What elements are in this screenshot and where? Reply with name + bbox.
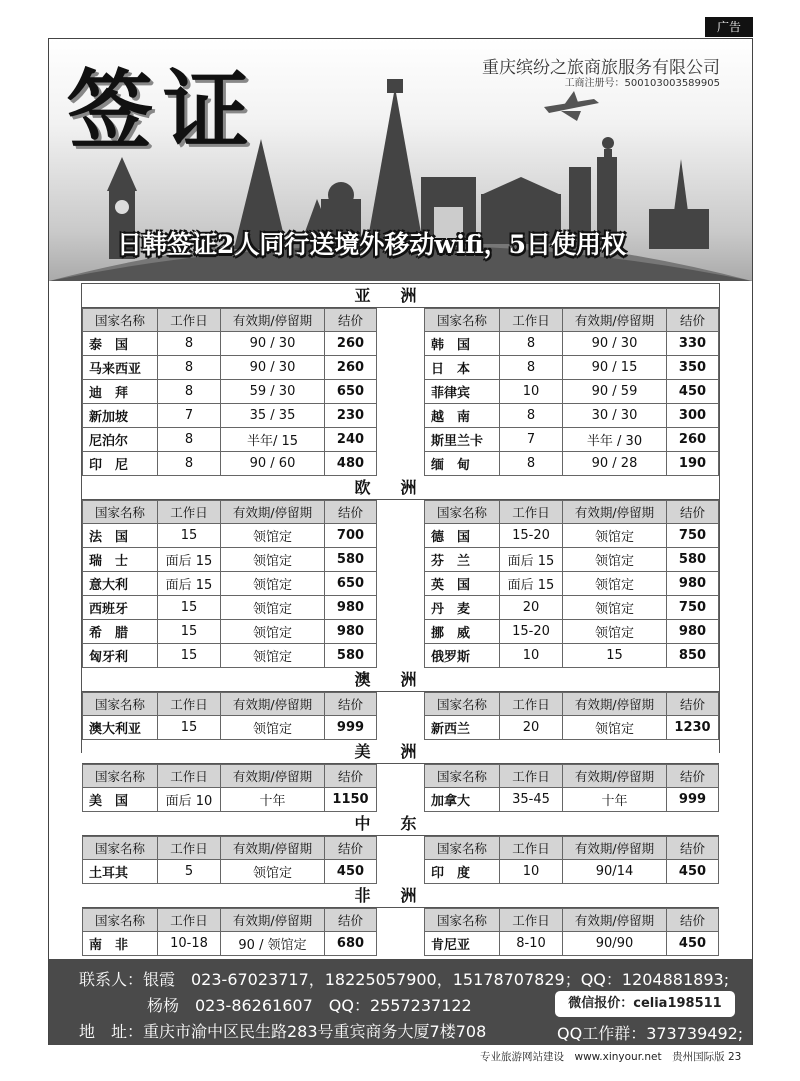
table-row: [82, 716, 377, 740]
column-header: 国家名称: [82, 501, 158, 523]
column-header: 有效期/停留期: [563, 693, 667, 715]
price-table-left: [82, 308, 377, 476]
working-days: 8: [500, 356, 563, 379]
column-header: 结价: [325, 693, 377, 715]
country-name: 德 国: [424, 524, 500, 547]
price: 330: [667, 332, 719, 355]
price: 260: [667, 428, 719, 451]
table-row: [82, 380, 377, 404]
column-header: 工作日: [500, 309, 563, 331]
country-name: 新西兰: [424, 716, 500, 739]
table-row: [424, 428, 719, 452]
country-name: 挪 威: [424, 620, 500, 643]
table-header-row: [424, 908, 719, 932]
country-name: 南 非: [82, 932, 158, 955]
price-table-right: [424, 764, 719, 812]
country-name: 美 国: [82, 788, 158, 811]
price: 1150: [325, 788, 377, 811]
validity-stay: 领馆定: [563, 716, 667, 739]
country-name: 俄罗斯: [424, 644, 500, 667]
column-header: 结价: [667, 765, 719, 787]
region-name: 亚洲: [354, 286, 447, 305]
column-header: 结价: [325, 837, 377, 859]
table-header-row: [82, 692, 377, 716]
region-header: [82, 668, 719, 692]
working-days: 7: [500, 428, 563, 451]
table-header-row: [82, 308, 377, 332]
table-row: [82, 932, 377, 956]
working-days: 面后 10: [158, 788, 221, 811]
country-name: 泰 国: [82, 332, 158, 355]
country-name: 希 腊: [82, 620, 158, 643]
price: 650: [325, 572, 377, 595]
table-row: [82, 452, 377, 476]
working-days: 8-10: [500, 932, 563, 955]
column-header: 工作日: [158, 837, 221, 859]
validity-stay: 30 / 30: [563, 404, 667, 427]
validity-stay: 领馆定: [221, 620, 325, 643]
column-header: 工作日: [500, 765, 563, 787]
column-header: 结价: [667, 693, 719, 715]
table-row: [424, 860, 719, 884]
price-table-right: [424, 908, 719, 956]
validity-stay: 十年: [563, 788, 667, 811]
column-header: 结价: [667, 909, 719, 931]
validity-stay: 90 / 30: [221, 332, 325, 355]
working-days: 8: [500, 332, 563, 355]
validity-stay: 领馆定: [563, 596, 667, 619]
column-header: 工作日: [158, 693, 221, 715]
price-table-right: [424, 692, 719, 740]
working-days: 面后 15: [158, 548, 221, 571]
price: 480: [325, 452, 377, 475]
validity-stay: 领馆定: [563, 524, 667, 547]
column-header: 国家名称: [424, 693, 500, 715]
price: 750: [667, 524, 719, 547]
validity-stay: 领馆定: [221, 644, 325, 667]
column-header: 国家名称: [424, 309, 500, 331]
price: 450: [667, 860, 719, 883]
column-header: 结价: [325, 765, 377, 787]
country-name: 瑞 士: [82, 548, 158, 571]
qq-group: QQ工作群：373739492;: [557, 1024, 744, 1043]
working-days: 8: [158, 452, 221, 475]
region-header: [82, 284, 719, 308]
table-row: [82, 332, 377, 356]
price-table-left: [82, 908, 377, 956]
working-days: 8: [158, 428, 221, 451]
table-header-row: [82, 500, 377, 524]
country-name: 土耳其: [82, 860, 158, 883]
country-name: 菲律宾: [424, 380, 500, 403]
price: 450: [325, 860, 377, 883]
table-header-row: [424, 764, 719, 788]
contact-line-1: 联系人：银霞 023-67023717，18225057900，15178707829；QQ：1204881893;: [79, 970, 730, 989]
registration-number: 工商注册号：500103003589905: [564, 78, 720, 89]
country-name: 芬 兰: [424, 548, 500, 571]
column-header: 结价: [667, 309, 719, 331]
validity-stay: 十年: [221, 788, 325, 811]
validity-stay: 领馆定: [221, 596, 325, 619]
validity-stay: 90 / 60: [221, 452, 325, 475]
price: 750: [667, 596, 719, 619]
region-name: 非洲: [354, 886, 447, 905]
validity-stay: 领馆定: [563, 572, 667, 595]
column-header: 结价: [667, 501, 719, 523]
column-header: 工作日: [500, 501, 563, 523]
price: 230: [325, 404, 377, 427]
table-row: [424, 932, 719, 956]
country-name: 越 南: [424, 404, 500, 427]
column-header: 工作日: [500, 693, 563, 715]
country-name: 印 尼: [82, 452, 158, 475]
working-days: 8: [158, 380, 221, 403]
table-row: [424, 524, 719, 548]
column-header: 有效期/停留期: [563, 909, 667, 931]
validity-stay: 90 / 15: [563, 356, 667, 379]
table-row: [424, 548, 719, 572]
column-header: 国家名称: [424, 501, 500, 523]
working-days: 10: [500, 860, 563, 883]
working-days: 15: [158, 524, 221, 547]
validity-stay: 领馆定: [563, 548, 667, 571]
table-row: [82, 788, 377, 812]
validity-stay: 90/14: [563, 860, 667, 883]
column-header: 工作日: [500, 909, 563, 931]
price: 980: [325, 620, 377, 643]
working-days: 15: [158, 716, 221, 739]
promo-slogan: 日韩签证2人同行送境外移动wifi，5日使用权: [117, 230, 626, 259]
price: 580: [325, 644, 377, 667]
price-table-right: [424, 836, 719, 884]
working-days: 15: [158, 620, 221, 643]
visa-advertisement: [48, 38, 753, 1045]
region-name: 美洲: [354, 742, 447, 761]
table-row: [82, 524, 377, 548]
country-name: 丹 麦: [424, 596, 500, 619]
column-header: 国家名称: [82, 309, 158, 331]
country-name: 马来西亚: [82, 356, 158, 379]
price: 650: [325, 380, 377, 403]
price: 580: [325, 548, 377, 571]
country-name: 韩 国: [424, 332, 500, 355]
price: 680: [325, 932, 377, 955]
table-row: [424, 596, 719, 620]
visa-price-table: [81, 283, 720, 953]
region-header: [82, 476, 719, 500]
column-header: 结价: [325, 501, 377, 523]
column-header: 有效期/停留期: [221, 309, 325, 331]
page-footer: 专业旅游网站建设 www.xinyour.net 贵州国际版 23: [480, 1051, 742, 1063]
price: 240: [325, 428, 377, 451]
region-name: 欧洲: [354, 478, 447, 497]
validity-stay: 90 / 28: [563, 452, 667, 475]
wechat-badge: 微信报价：celia198511: [555, 991, 735, 1017]
country-name: 加拿大: [424, 788, 500, 811]
price: 300: [667, 404, 719, 427]
price-table-left: [82, 692, 377, 740]
country-name: 新加坡: [82, 404, 158, 427]
working-days: 8: [158, 332, 221, 355]
table-row: [82, 428, 377, 452]
column-header: 有效期/停留期: [563, 309, 667, 331]
country-name: 缅 甸: [424, 452, 500, 475]
table-row: [424, 380, 719, 404]
country-name: 日 本: [424, 356, 500, 379]
table-row: [424, 356, 719, 380]
region-name: 澳洲: [354, 670, 447, 689]
price-table-left: [82, 500, 377, 668]
validity-stay: 90/90: [563, 932, 667, 955]
table-row: [424, 716, 719, 740]
country-name: 西班牙: [82, 596, 158, 619]
column-header: 国家名称: [82, 765, 158, 787]
column-header: 国家名称: [82, 837, 158, 859]
ad-label: 广告: [705, 17, 753, 37]
validity-stay: 59 / 30: [221, 380, 325, 403]
validity-stay: 15: [563, 644, 667, 667]
table-row: [82, 548, 377, 572]
column-header: 国家名称: [82, 909, 158, 931]
column-header: 有效期/停留期: [563, 501, 667, 523]
column-header: 国家名称: [424, 909, 500, 931]
column-header: 有效期/停留期: [221, 501, 325, 523]
price: 980: [325, 596, 377, 619]
country-name: 肯尼亚: [424, 932, 500, 955]
price: 450: [667, 932, 719, 955]
price: 1230: [667, 716, 719, 739]
working-days: 10: [500, 380, 563, 403]
country-name: 法 国: [82, 524, 158, 547]
working-days: 面后 15: [158, 572, 221, 595]
validity-stay: 90 / 30: [563, 332, 667, 355]
price: 350: [667, 356, 719, 379]
column-header: 工作日: [158, 309, 221, 331]
region-header: [82, 884, 719, 908]
company-name: 重庆缤纷之旅商旅服务有限公司: [482, 58, 720, 78]
contact-footer: [49, 959, 752, 1045]
table-row: [424, 452, 719, 476]
working-days: 面后 15: [500, 548, 563, 571]
working-days: 15-20: [500, 620, 563, 643]
table-row: [82, 620, 377, 644]
price-table-right: [424, 500, 719, 668]
working-days: 8: [500, 404, 563, 427]
column-header: 国家名称: [82, 693, 158, 715]
table-row: [82, 572, 377, 596]
price: 260: [325, 332, 377, 355]
validity-stay: 半年/ 15: [221, 428, 325, 451]
page-title: 签证: [67, 60, 259, 161]
country-name: 意大利: [82, 572, 158, 595]
country-name: 迪 拜: [82, 380, 158, 403]
validity-stay: 领馆定: [563, 620, 667, 643]
validity-stay: 90 / 领馆定: [221, 932, 325, 955]
column-header: 工作日: [158, 765, 221, 787]
working-days: 8: [500, 452, 563, 475]
validity-stay: 领馆定: [221, 524, 325, 547]
price: 700: [325, 524, 377, 547]
column-header: 国家名称: [424, 837, 500, 859]
address: 地 址：重庆市渝中区民生路283号重宾商务大厦7楼708: [79, 1022, 487, 1041]
country-name: 尼泊尔: [82, 428, 158, 451]
region-header: [82, 740, 719, 764]
column-header: 工作日: [158, 501, 221, 523]
column-header: 结价: [325, 309, 377, 331]
working-days: 10-18: [158, 932, 221, 955]
working-days: 8: [158, 356, 221, 379]
region-name: 中东: [354, 814, 447, 833]
banner: [49, 39, 752, 281]
region-header: [82, 812, 719, 836]
validity-stay: 领馆定: [221, 860, 325, 883]
validity-stay: 90 / 30: [221, 356, 325, 379]
working-days: 15: [158, 596, 221, 619]
validity-stay: 90 / 59: [563, 380, 667, 403]
column-header: 工作日: [500, 837, 563, 859]
table-header-row: [424, 308, 719, 332]
contact-line-2: 杨杨 023-86261607 QQ：2557237122: [147, 996, 472, 1015]
table-row: [424, 404, 719, 428]
working-days: 35-45: [500, 788, 563, 811]
price: 999: [667, 788, 719, 811]
table-row: [424, 332, 719, 356]
column-header: 有效期/停留期: [221, 909, 325, 931]
validity-stay: 领馆定: [221, 548, 325, 571]
table-row: [424, 620, 719, 644]
table-header-row: [82, 836, 377, 860]
table-row: [82, 596, 377, 620]
column-header: 有效期/停留期: [563, 765, 667, 787]
working-days: 15: [158, 644, 221, 667]
price: 580: [667, 548, 719, 571]
price-table-right: [424, 308, 719, 476]
working-days: 10: [500, 644, 563, 667]
price: 980: [667, 620, 719, 643]
column-header: 有效期/停留期: [221, 765, 325, 787]
table-row: [82, 404, 377, 428]
price: 450: [667, 380, 719, 403]
price-table-left: [82, 764, 377, 812]
price-table-left: [82, 836, 377, 884]
working-days: 7: [158, 404, 221, 427]
validity-stay: 领馆定: [221, 716, 325, 739]
validity-stay: 35 / 35: [221, 404, 325, 427]
column-header: 工作日: [158, 909, 221, 931]
table-header-row: [82, 908, 377, 932]
country-name: 匈牙利: [82, 644, 158, 667]
country-name: 印 度: [424, 860, 500, 883]
column-header: 结价: [325, 909, 377, 931]
validity-stay: 领馆定: [221, 572, 325, 595]
column-header: 有效期/停留期: [221, 837, 325, 859]
country-name: 斯里兰卡: [424, 428, 500, 451]
column-header: 有效期/停留期: [563, 837, 667, 859]
validity-stay: 半年 / 30: [563, 428, 667, 451]
table-header-row: [424, 692, 719, 716]
table-row: [424, 572, 719, 596]
working-days: 面后 15: [500, 572, 563, 595]
table-row: [424, 644, 719, 668]
table-header-row: [424, 500, 719, 524]
working-days: 20: [500, 716, 563, 739]
table-header-row: [82, 764, 377, 788]
table-row: [82, 644, 377, 668]
working-days: 15-20: [500, 524, 563, 547]
column-header: 结价: [667, 837, 719, 859]
country-name: 澳大利亚: [82, 716, 158, 739]
price: 999: [325, 716, 377, 739]
column-header: 国家名称: [424, 765, 500, 787]
price: 260: [325, 356, 377, 379]
price: 850: [667, 644, 719, 667]
price: 980: [667, 572, 719, 595]
country-name: 英 国: [424, 572, 500, 595]
table-row: [82, 356, 377, 380]
price: 190: [667, 452, 719, 475]
working-days: 5: [158, 860, 221, 883]
table-row: [82, 860, 377, 884]
table-header-row: [424, 836, 719, 860]
table-row: [424, 788, 719, 812]
column-header: 有效期/停留期: [221, 693, 325, 715]
working-days: 20: [500, 596, 563, 619]
